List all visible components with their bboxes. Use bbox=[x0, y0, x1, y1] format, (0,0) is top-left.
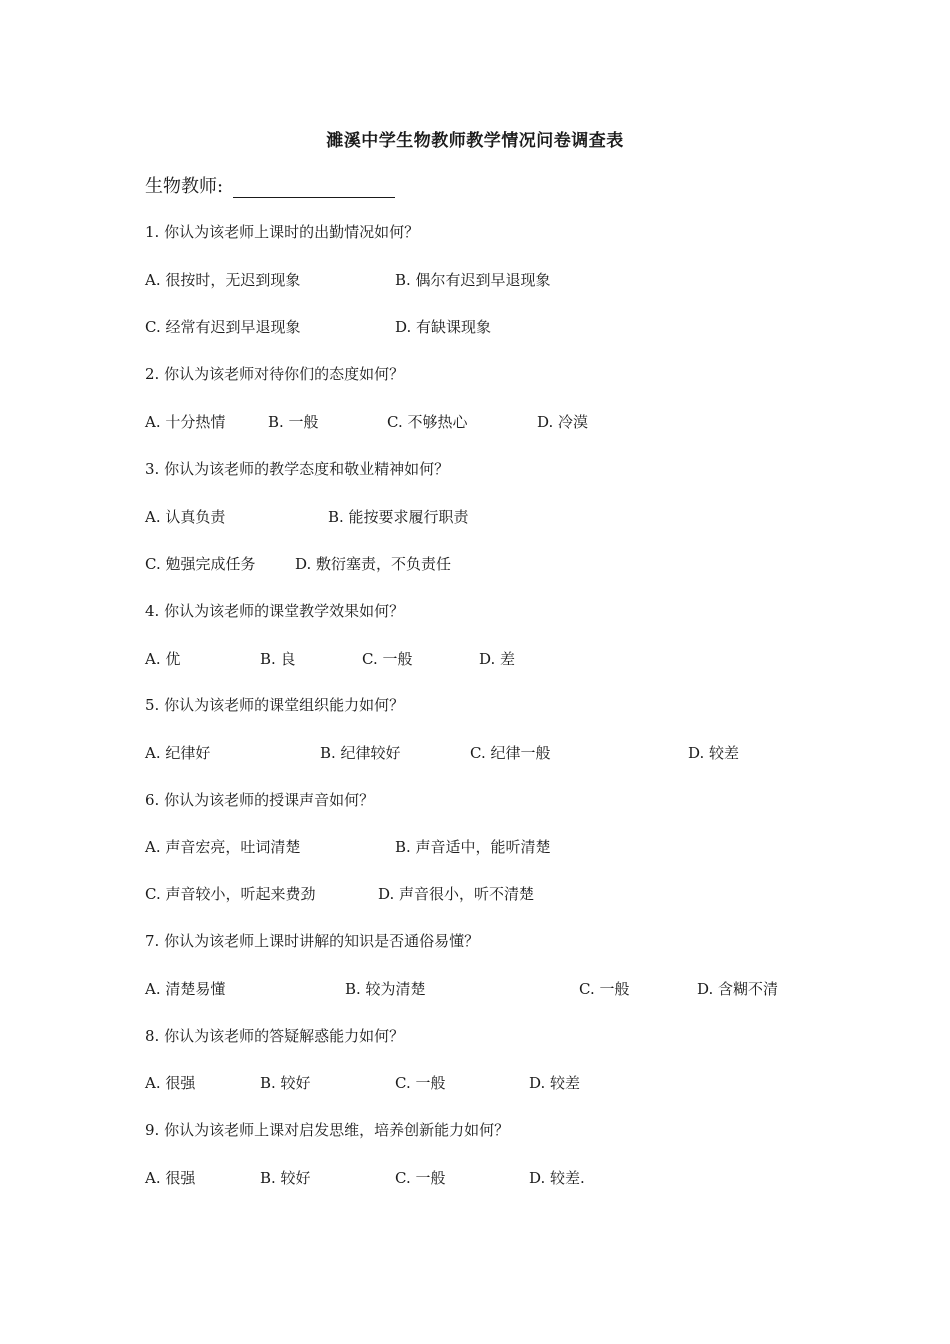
q5-option-c[interactable]: C. 纪律一般 bbox=[470, 744, 551, 762]
question-3: 3. 你认为该老师的教学态度和敬业精神如何？ bbox=[145, 460, 450, 478]
q7-option-b[interactable]: B. 较为清楚 bbox=[345, 980, 426, 998]
q9-option-a[interactable]: A. 很强 bbox=[145, 1169, 196, 1187]
question-7: 7. 你认为该老师上课时讲解的知识是否通俗易懂？ bbox=[145, 932, 480, 950]
q9-option-b[interactable]: B. 较好 bbox=[260, 1169, 311, 1187]
question-2: 2. 你认为该老师对待你们的态度如何？ bbox=[145, 365, 405, 383]
q2-option-a[interactable]: A. 十分热情 bbox=[145, 413, 226, 431]
q6-option-a[interactable]: A. 声音宏亮，吐词清楚 bbox=[145, 838, 301, 856]
teacher-name-line bbox=[145, 172, 395, 198]
question-8: 8. 你认为该老师的答疑解惑能力如何？ bbox=[145, 1027, 405, 1045]
teacher-name-blank[interactable] bbox=[233, 177, 395, 198]
q7-option-a[interactable]: A. 清楚易懂 bbox=[145, 980, 226, 998]
q2-option-d[interactable]: D. 冷漠 bbox=[537, 413, 589, 431]
q4-option-d[interactable]: D. 差 bbox=[479, 650, 516, 668]
q3-option-b[interactable]: B. 能按要求履行职责 bbox=[328, 508, 469, 526]
q8-option-c[interactable]: C. 一般 bbox=[395, 1074, 446, 1092]
q4-option-c[interactable]: C. 一般 bbox=[362, 650, 413, 668]
question-9: 9. 你认为该老师上课对启发思维，培养创新能力如何？ bbox=[145, 1121, 510, 1139]
question-1: 1. 你认为该老师上课时的出勤情况如何？ bbox=[145, 223, 420, 241]
q2-option-c[interactable]: C. 不够热心 bbox=[387, 413, 468, 431]
q9-option-c[interactable]: C. 一般 bbox=[395, 1169, 446, 1187]
q8-option-a[interactable]: A. 很强 bbox=[145, 1074, 196, 1092]
q5-option-a[interactable]: A. 纪律好 bbox=[145, 744, 211, 762]
q4-option-b[interactable]: B. 良 bbox=[260, 650, 296, 668]
q3-option-c[interactable]: C. 勉强完成任务 bbox=[145, 555, 256, 573]
q7-option-d[interactable]: D. 含糊不清 bbox=[697, 980, 779, 998]
q7-option-c[interactable]: C. 一般 bbox=[579, 980, 630, 998]
q8-option-b[interactable]: B. 较好 bbox=[260, 1074, 311, 1092]
page-title: 濉溪中学生物教师教学情况问卷调查表 bbox=[326, 131, 624, 151]
q6-option-c[interactable]: C. 声音较小，听起来费劲 bbox=[145, 885, 316, 903]
q1-option-a[interactable]: A. 很按时，无迟到现象 bbox=[145, 271, 301, 289]
q3-option-a[interactable]: A. 认真负责 bbox=[145, 508, 226, 526]
q9-option-d[interactable]: D. 较差. bbox=[529, 1169, 585, 1187]
teacher-label: 生物教师: bbox=[145, 176, 224, 197]
q2-option-b[interactable]: B. 一般 bbox=[268, 413, 319, 431]
q3-option-d[interactable]: D. 敷衍塞责，不负责任 bbox=[295, 555, 452, 573]
q1-option-d[interactable]: D. 有缺课现象 bbox=[395, 318, 492, 336]
q6-option-d[interactable]: D. 声音很小，听不清楚 bbox=[378, 885, 535, 903]
q4-option-a[interactable]: A. 优 bbox=[145, 650, 181, 668]
q6-option-b[interactable]: B. 声音适中，能听清楚 bbox=[395, 838, 551, 856]
q5-option-b[interactable]: B. 纪律较好 bbox=[320, 744, 401, 762]
q5-option-d[interactable]: D. 较差 bbox=[688, 744, 740, 762]
q1-option-c[interactable]: C. 经常有迟到早退现象 bbox=[145, 318, 301, 336]
question-4: 4. 你认为该老师的课堂教学效果如何？ bbox=[145, 602, 405, 620]
question-5: 5. 你认为该老师的课堂组织能力如何？ bbox=[145, 696, 405, 714]
question-6: 6. 你认为该老师的授课声音如何？ bbox=[145, 791, 375, 809]
q8-option-d[interactable]: D. 较差 bbox=[529, 1074, 581, 1092]
q1-option-b[interactable]: B. 偶尔有迟到早退现象 bbox=[395, 271, 551, 289]
